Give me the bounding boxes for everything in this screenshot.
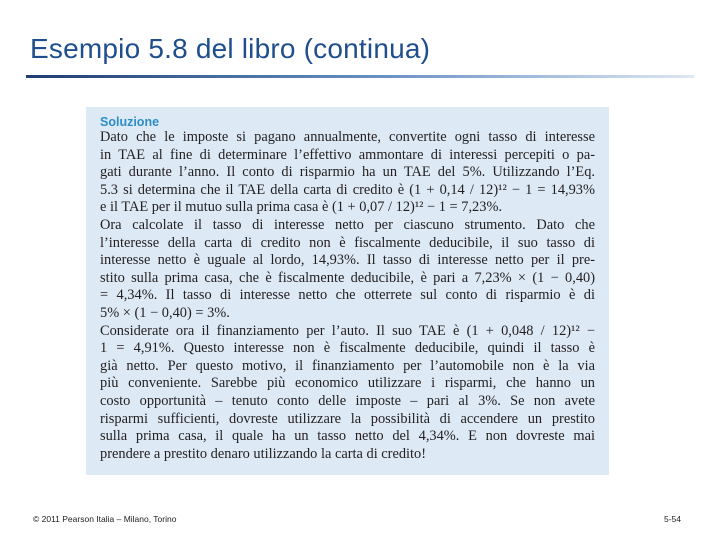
footer-page-number: 5-54 [664,514,682,524]
footer-copyright: © 2011 Pearson Italia – Milano, Torino [33,514,177,524]
text-line: Ora calcolate il tasso di interesse netto per ciascuno strumento. Dato che [100,216,595,233]
text-line: costo opportunità – tenuto conto delle imposte – pari al 3%. Se non avete [100,392,595,409]
title-underline [26,75,694,78]
text-line: in TAE al fine di determinare l’effettivo ammontare di interessi percepiti o pa- [100,146,595,163]
text-line: stito sulla prima casa, che è fiscalmente deducibile, è pari a 7,23% × (1 − 0,40) [100,269,595,286]
text-line: 5.3 si determina che il TAE della carta di credito è (1 + 0,14 / 12)¹² − 1 = 14,93% [100,181,595,198]
text-line: Considerate ora il finanziamento per l’auto. Il suo TAE è (1 + 0,048 / 12)¹² − [100,322,595,339]
text-line: 5% × (1 − 0,40) = 3%. [100,304,230,321]
text-line: = 4,34%. Il tasso di interesse netto che otterrete sul conto di risparmio è di [100,287,595,304]
text-line: l’interesse della carta di credito non è fiscalmente deducibile, il suo tasso di [100,234,595,251]
text-line: 1 = 4,91%. Questo interesse non è fiscalmente deducibile, quindi il tasso è [100,340,595,357]
text-line: più conveniente. Sarebbe più economico utilizzare i risparmi, che hanno un [100,375,595,392]
text-line: già netto. Per questo motivo, il finanziamento per l’automobile non è la via [100,357,595,374]
text-line: interesse netto è uguale al lordo, 14,93%. Il tasso di interesse netto per il pre- [100,252,595,269]
text-line: sulla prima casa, il quale ha un tasso netto del 4,34%. E non dovreste mai [100,428,595,445]
solution-heading: Soluzione [100,115,160,129]
text-line: Dato che le imposte si pagano annualmente, convertite ogni tasso di interesse [100,129,595,145]
text-line: gati durante l’anno. Il conto di risparmio ha un TAE del 5%. Utilizzando l’Eq. [100,164,595,181]
text-line: e il TAE per il mutuo sulla prima casa è (1 + 0,07 / 12)¹² − 1 = 7,23%. [100,199,503,216]
slide-title: Esempio 5.8 del libro (continua) [30,33,431,64]
solution-text [100,129,595,463]
text-line: risparmi sufficienti, dovreste utilizzare la possibilità di accendere un prestito [100,410,595,427]
text-line: prendere a prestito denaro utilizzando la carta di credito! [100,445,427,462]
